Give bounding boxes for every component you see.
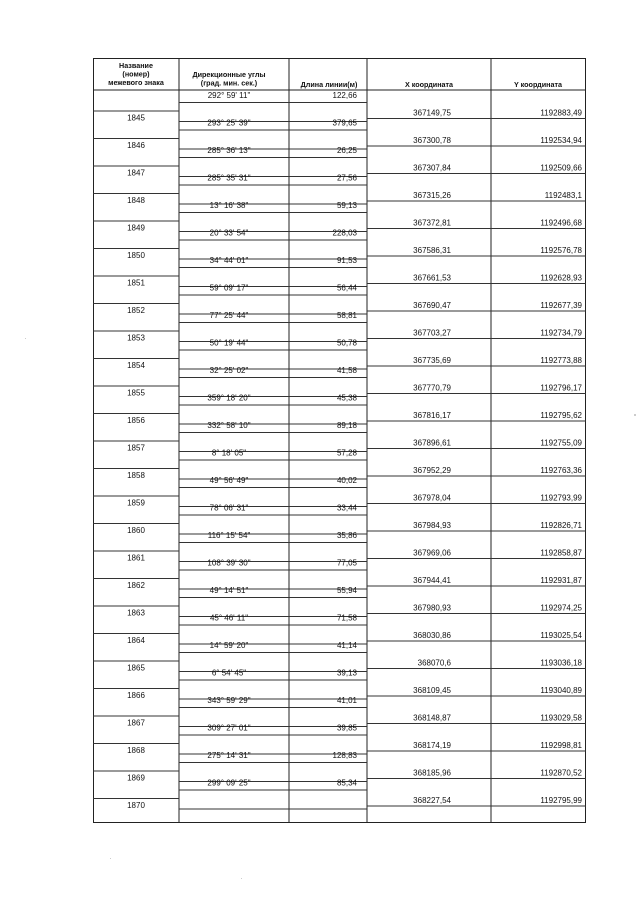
point-x: 368227,54 (413, 796, 451, 805)
header-name-line: межевого знака (108, 78, 164, 87)
point-name: 1868 (127, 746, 145, 755)
point-name: 1845 (127, 113, 145, 123)
point-y: 1192755,09 (540, 438, 582, 448)
point-x: 368148,87 (413, 713, 451, 723)
segment-length: 45,38 (336, 393, 357, 403)
point-y: 1192998,81 (540, 741, 582, 750)
scan-speck (110, 858, 111, 859)
segment-length: 128,83 (332, 751, 357, 760)
point-x: 367770,79 (413, 383, 451, 393)
point-y: 1192734,79 (540, 328, 582, 338)
segment-length: 379,65 (332, 118, 357, 128)
point-name: 1858 (127, 471, 145, 480)
point-x: 367586,31 (413, 246, 451, 255)
header-angle-line: Дирекционные углы (192, 70, 266, 79)
header-length: Длина линии(м) (300, 80, 358, 89)
point-y: 1192796,17 (540, 383, 582, 393)
segment-length: 39,13 (336, 668, 357, 678)
segment-angle: 49° 14' 51" (209, 586, 249, 595)
point-y: 1192576,78 (540, 246, 582, 255)
point-x: 367952,29 (413, 466, 451, 475)
point-name: 1849 (127, 223, 145, 233)
point-name: 1855 (127, 388, 145, 398)
point-name: 1851 (127, 278, 145, 288)
header-name-line: (номер) (122, 69, 150, 79)
point-x: 367944,41 (413, 576, 451, 585)
scan-speck (634, 414, 636, 416)
point-x: 368174,19 (413, 741, 451, 750)
segment-angle: 285° 35' 31" (207, 173, 251, 183)
segment-length: 91,53 (336, 256, 357, 265)
point-y: 1192677,39 (540, 301, 582, 310)
segment-angle: 13° 16' 38" (209, 201, 249, 210)
segment-angle: 332° 58' 10" (207, 421, 251, 430)
header-x: X координата (404, 80, 454, 89)
point-x: 367307,84 (413, 163, 451, 173)
point-name: 1860 (127, 526, 145, 535)
segment-angle: 292° 59' 11" (207, 91, 251, 100)
scan-speck (25, 338, 26, 339)
point-x: 367149,75 (413, 108, 451, 118)
point-y: 1192509,66 (540, 163, 582, 173)
point-name: 1865 (127, 663, 145, 673)
point-name: 1869 (127, 773, 145, 783)
segment-angle: 343° 59' 29" (207, 696, 251, 705)
point-y: 1192795,62 (540, 411, 582, 420)
segment-length: 56,44 (336, 283, 357, 293)
point-x: 368109,45 (413, 686, 451, 695)
point-name: 1863 (127, 608, 145, 618)
segment-angle: 309° 27' 01" (207, 723, 251, 733)
segment-angle: 299° 09' 25" (207, 778, 251, 788)
point-name: 1862 (127, 581, 145, 590)
segment-angle: 59° 09' 17" (209, 283, 249, 293)
segment-angle: 32° 25' 02" (209, 366, 249, 375)
point-x: 367978,04 (413, 493, 451, 503)
point-x: 367690,47 (413, 301, 451, 310)
segment-length: 85,34 (336, 778, 357, 788)
segment-angle: 6° 54' 45" (211, 668, 247, 678)
point-y: 1192858,87 (540, 548, 582, 558)
header-angle-line: (град. мин. сек.) (200, 78, 258, 88)
segment-angle: 116° 15' 54" (207, 531, 251, 540)
segment-length: 39,85 (336, 723, 357, 733)
point-y: 1192974,25 (540, 603, 582, 613)
segment-length: 33,44 (336, 503, 357, 513)
segment-angle: 8° 18' 05" (211, 448, 247, 458)
point-y: 1192883,49 (540, 108, 582, 118)
point-name: 1864 (127, 636, 145, 645)
header-name-line: Название (119, 61, 153, 70)
point-x: 367315,26 (413, 191, 451, 200)
point-y: 1192773,88 (540, 356, 582, 365)
segment-angle: 359° 18' 20" (207, 393, 251, 403)
point-name: 1856 (127, 416, 145, 425)
point-x: 367372,81 (413, 218, 451, 228)
point-x: 368185,96 (413, 768, 451, 778)
segment-angle: 50° 19' 44" (209, 338, 249, 348)
point-x: 368070,6 (417, 658, 451, 668)
segment-length: 59,13 (336, 201, 357, 210)
point-y: 1192870,52 (540, 768, 582, 778)
segment-length: 26,25 (336, 146, 357, 155)
scan-speck (241, 878, 242, 879)
segment-length: 71,58 (336, 613, 357, 623)
segment-length: 40,02 (336, 476, 357, 485)
segment-angle: 293° 25' 39" (207, 118, 251, 128)
coordinates-table (93, 58, 586, 823)
point-x: 367816,17 (413, 411, 451, 420)
point-name: 1867 (127, 718, 145, 728)
segment-length: 57,28 (336, 448, 357, 458)
point-x: 367300,78 (413, 136, 451, 145)
point-x: 367661,53 (413, 273, 451, 283)
segment-length: 41,01 (336, 696, 357, 705)
point-y: 1192826,71 (540, 521, 582, 530)
segment-angle: 285° 36' 13" (207, 146, 251, 155)
point-y: 1193040,89 (540, 686, 582, 695)
point-y: 1192763,36 (540, 466, 582, 475)
segment-length: 228,03 (332, 228, 357, 238)
point-y: 1192628,93 (540, 273, 582, 283)
point-name: 1850 (127, 251, 145, 260)
segment-angle: 20° 33' 54" (209, 228, 249, 238)
coordinates-table-svg (93, 58, 586, 823)
point-x: 367896,61 (413, 438, 451, 448)
point-y: 1193025,54 (540, 631, 582, 640)
point-name: 1853 (127, 333, 145, 343)
point-y: 1192793,99 (540, 493, 582, 503)
point-y: 1192795,99 (540, 796, 582, 805)
point-name: 1857 (127, 443, 145, 453)
segment-length: 58,81 (336, 311, 357, 320)
header-y: Y координата (514, 80, 562, 89)
segment-angle: 34° 44' 01" (209, 256, 249, 265)
point-y: 1192534,94 (540, 136, 582, 145)
segment-length: 50,78 (336, 338, 357, 348)
segment-angle: 45° 46' 11" (209, 613, 249, 623)
point-x: 367703,27 (413, 328, 451, 338)
point-y: 1192496,68 (540, 218, 582, 228)
point-name: 1870 (127, 801, 145, 810)
point-x: 367984,93 (413, 521, 451, 530)
point-name: 1848 (127, 196, 145, 205)
point-name: 1859 (127, 498, 145, 508)
point-y: 1193029,58 (540, 713, 582, 723)
segment-length: 35,86 (336, 531, 357, 540)
point-name: 1866 (127, 691, 145, 700)
segment-angle: 275° 14' 31" (207, 751, 251, 760)
point-name: 1854 (127, 361, 145, 370)
point-x: 367969,06 (413, 548, 451, 558)
segment-angle: 108° 39' 30" (207, 558, 251, 568)
point-x: 367980,93 (413, 603, 451, 613)
segment-length: 27,56 (336, 173, 357, 183)
point-x: 368030,86 (413, 631, 451, 640)
segment-length: 41,14 (336, 641, 357, 650)
point-name: 1852 (127, 306, 145, 315)
segment-length: 122,66 (332, 91, 357, 100)
point-y: 1192931,87 (540, 576, 582, 585)
segment-angle: 14° 59' 20" (209, 641, 249, 650)
segment-angle: 77° 25' 44" (209, 311, 249, 320)
segment-length: 55,94 (336, 586, 357, 595)
segment-length: 77,05 (336, 558, 357, 568)
point-name: 1861 (127, 553, 145, 563)
point-y: 1192483,1 (544, 191, 582, 200)
point-x: 367735,69 (413, 356, 451, 365)
point-name: 1846 (127, 141, 145, 150)
segment-angle: 49° 56' 49" (209, 476, 249, 485)
segment-length: 41,58 (336, 366, 357, 375)
segment-angle: 78° 06' 31" (209, 503, 249, 513)
point-y: 1193036,18 (540, 658, 582, 668)
segment-length: 89,18 (336, 421, 357, 430)
point-name: 1847 (127, 168, 145, 178)
